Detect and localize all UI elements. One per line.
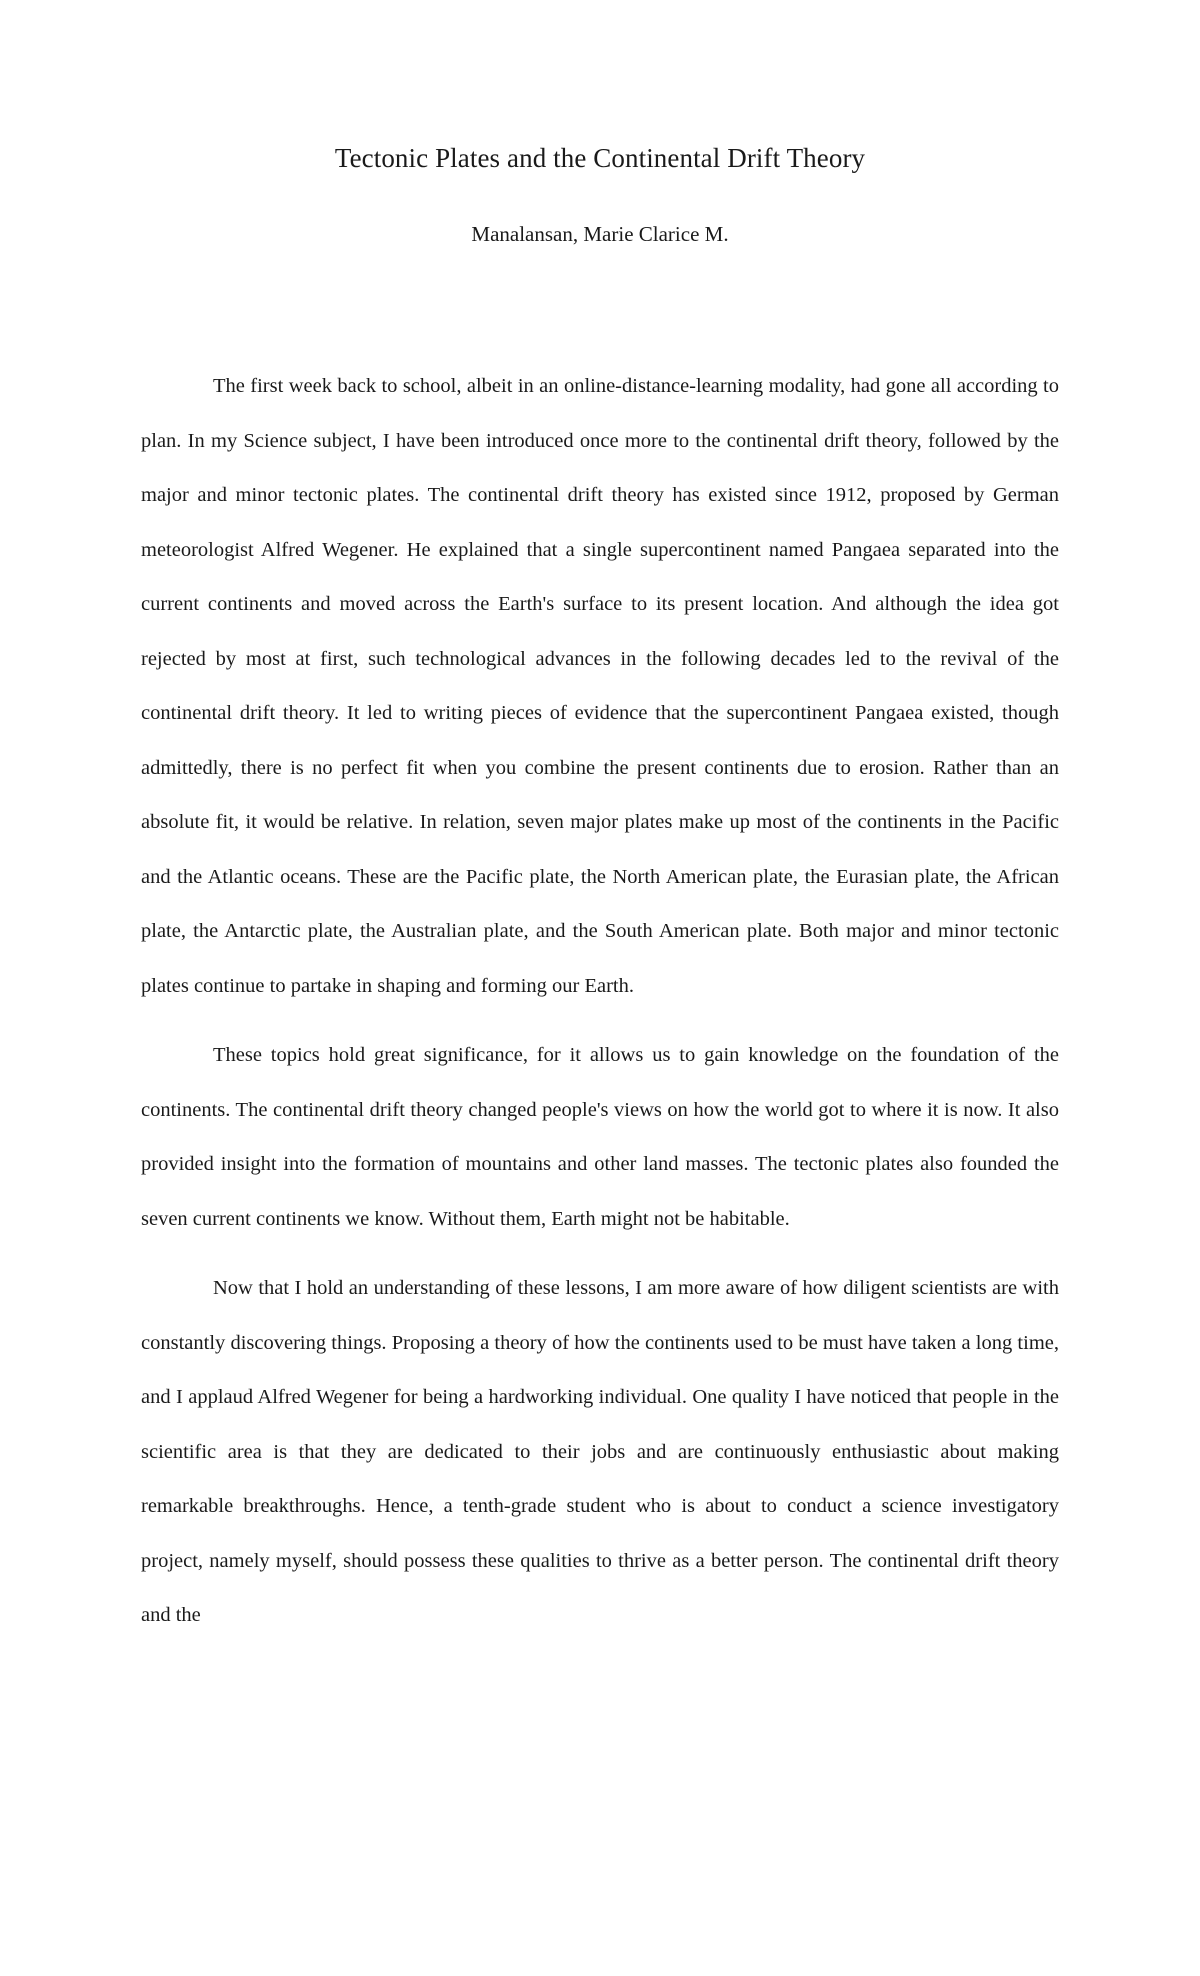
document-author: Manalansan, Marie Clarice M. bbox=[471, 222, 729, 246]
paragraph-3: Now that I hold an understanding of these lessons, I am more aware of how diligent scientists are with constantly discovering things. Proposing a theory of how the continents used to be must have taken a long time, and I applaud Alfred Wegener for being a hardworking individual. One quality I have noticed that people in the scientific area is that they are dedicated to their jobs and are continuously enthusiastic about making remarkable breakthroughs. Hence, a tenth-grade student who is about to conduct a science investigatory project, namely myself, should possess these qualities to thrive as a better person. The continental drift theory and the bbox=[141, 1277, 1059, 1626]
paragraph-2: These topics hold great significance, for it allows us to gain knowledge on the foundation of the continents. The continental drift theory changed people's views on how the world got to where it is now. It also provided insight into the formation of mountains and other land masses. The tectonic plates also founded the seven current continents we know. Without them, Earth might not be habitable. bbox=[141, 1044, 1059, 1230]
paragraph-1: The first week back to school, albeit in an online-distance-learning modality, had gone all according to plan. In my Science subject, I have been introduced once more to the continental drift theory, followed by the major and minor tectonic plates. The continental drift theory has existed since 1912, proposed by German meteorologist Alfred Wegener. He explained that a single supercontinent named Pangaea separated into the current continents and moved across the Earth's surface to its present location. And although the idea got rejected by most at first, such technological advances in the following decades led to the revival of the continental drift theory. It led to writing pieces of evidence that the supercontinent Pangaea existed, though admittedly, there is no perfect fit when you combine the present continents due to erosion. Rather than an absolute fit, it would be relative. In relation, seven major plates make up most of the continents in the Pacific and the Atlantic oceans. These are the Pacific plate, the North American plate, the Eurasian plate, the African plate, the Antarctic plate, the Australian plate, and the South American plate. Both major and minor tectonic plates continue to partake in shaping and forming our Earth. bbox=[141, 375, 1059, 997]
document-title: Tectonic Plates and the Continental Drift Theory bbox=[334, 143, 866, 173]
document-body bbox=[141, 359, 1059, 1658]
